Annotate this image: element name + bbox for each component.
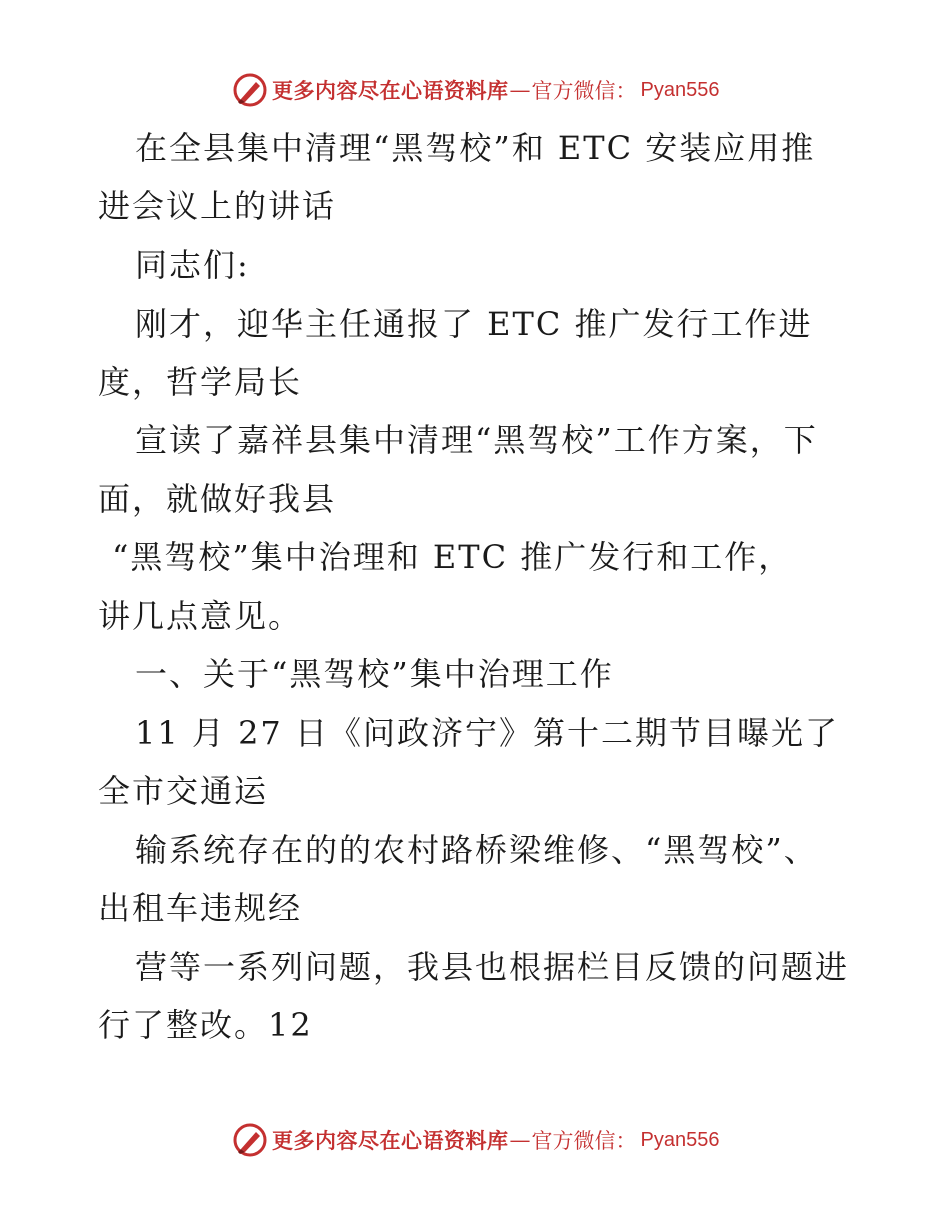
body-line: “黑驾校”集中治理和 ETC 推广发行和工作，: [112, 538, 793, 576]
pen-logo-icon: [232, 72, 268, 108]
section-heading: 一、关于“黑驾校”集中治理工作: [135, 655, 614, 693]
body-line: 输系统存在的的农村路桥梁维修、“黑驾校”、: [135, 831, 818, 869]
body-line: 出租车违规经: [98, 889, 303, 927]
watermark-id: Pyan556: [640, 78, 720, 101]
watermark-site: 更多内容尽在心语资料库: [272, 78, 509, 103]
watermark-site: 更多内容尽在心语资料库: [272, 1128, 509, 1153]
watermark-label: 官方微信：: [531, 1129, 637, 1153]
body-line: 营等一系列问题，我县也根据栏目反馈的问题进: [135, 948, 850, 986]
body-line: 度，哲学局长: [98, 363, 303, 401]
title-line-1: 在全县集中清理“黑驾校”和 ETC 安装应用推: [135, 129, 816, 167]
body-line: 行了整改。12: [98, 1006, 313, 1044]
watermark-label: 官方微信：: [531, 79, 637, 103]
watermark-id: Pyan556: [640, 1128, 720, 1151]
watermark-dash: —: [509, 78, 531, 102]
body-line: 宣读了嘉祥县集中清理“黑驾校”工作方案，下: [135, 421, 818, 459]
title-line-2: 进会议上的讲话: [98, 187, 337, 225]
footer-watermark: [232, 1120, 752, 1160]
pen-logo-icon: [232, 1122, 268, 1158]
body-line: 11 月 27 日《问政济宁》第十二期节目曝光了: [135, 714, 839, 752]
body-line: 讲几点意见。: [98, 597, 303, 635]
watermark-dash: —: [509, 1128, 531, 1152]
body-line: 刚才，迎华主任通报了 ETC 推广发行工作进: [135, 305, 813, 343]
header-watermark: [232, 70, 752, 110]
salutation: 同志们:: [135, 246, 250, 284]
body-line: 面，就做好我县: [98, 480, 337, 518]
body-line: 全市交通运: [98, 772, 269, 810]
